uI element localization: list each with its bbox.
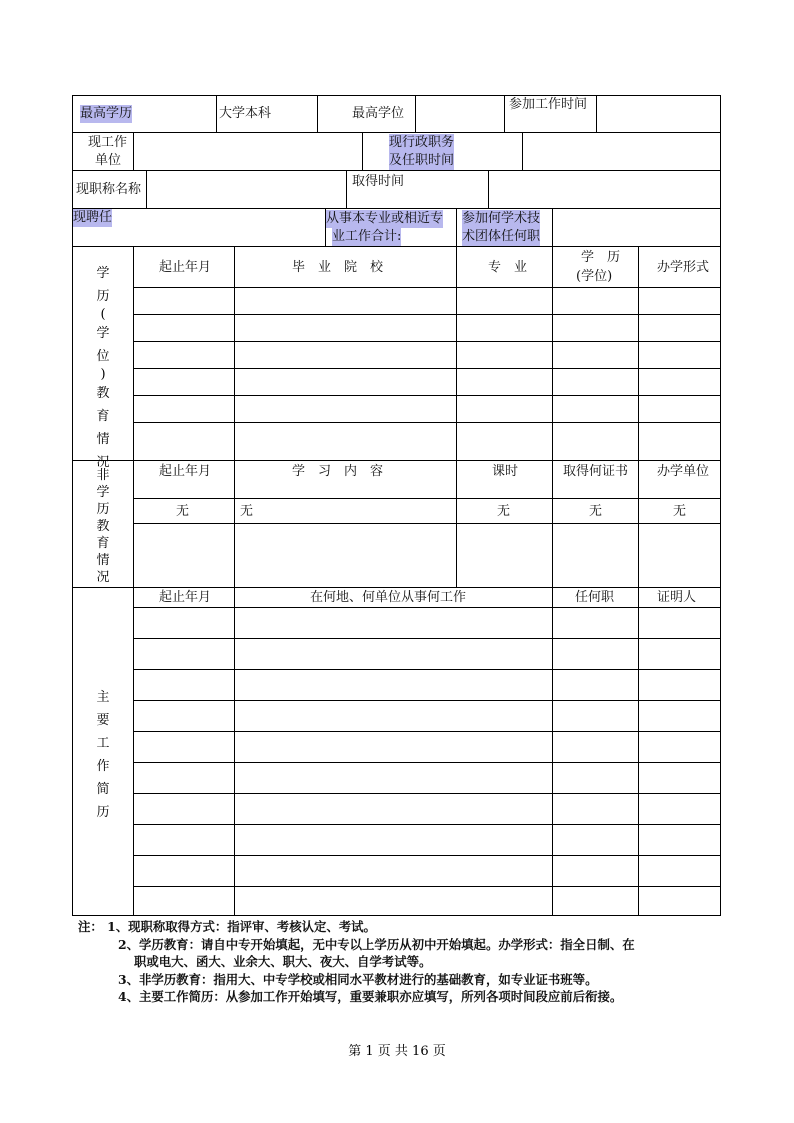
nondegree-hours-header: 课时 <box>492 464 519 479</box>
work-witness-header: 证明人 <box>657 590 697 605</box>
work-position-header: 任何职 <box>575 590 615 605</box>
years-label-line1: 从事本专业或相近专 <box>326 211 444 226</box>
society-label-line2: 术团体任何职 <box>462 229 541 244</box>
note-3: 3、非学历教育：指用大、中专学校或相同水平教材进行的基础教育，如专业证书班等。 <box>118 971 598 987</box>
table-border-top <box>72 95 721 96</box>
page-number: 第 1 页 共 16 页 <box>348 1044 446 1059</box>
unit-label-line1: 现工作 <box>88 135 128 150</box>
notes-prefix: 注： <box>78 919 103 934</box>
work-where-header: 在何地、何单位从事何工作 <box>310 590 467 605</box>
edu-period-header: 起止年月 <box>159 260 212 275</box>
nondegree-period-cell[interactable]: 无 <box>176 504 190 519</box>
form-notes <box>78 918 728 1006</box>
education-section-label: 学 历 ( 学 位 ) 教 育 情 况 <box>96 266 110 470</box>
obtained-time-label: 取得时间 <box>352 174 405 189</box>
admin-post-label-line1: 现行政职务 <box>389 135 455 150</box>
work-period-header: 起止年月 <box>159 590 212 605</box>
nondegree-institution-header: 办学单位 <box>657 464 710 479</box>
nondegree-institution-cell[interactable]: 无 <box>673 504 687 519</box>
table-border-bottom <box>72 915 721 916</box>
title-label: 现职称名称 <box>76 182 142 197</box>
nondegree-certificate-header: 取得何证书 <box>563 464 629 479</box>
note-4: 4、主要工作简历：从参加工作开始填写，重要兼职亦应填写，所列各项时间段应前后衔接。 <box>118 989 623 1004</box>
edu-degree-header-line1: 学 历 <box>581 250 621 265</box>
years-label-line2: 业工作合计: <box>332 229 402 244</box>
society-label-line1: 参加何学术技 <box>462 211 541 226</box>
nondegree-section-label: 非 学 历 教 育 情 况 <box>96 468 110 585</box>
hired-label: 现聘任 <box>73 210 113 225</box>
highest-education-value[interactable]: 大学本科 <box>219 106 272 121</box>
work-history-section-label: 主 要 工 作 简 历 <box>96 690 110 820</box>
highest-education-label: 最高学历 <box>80 106 133 121</box>
nondegree-certificate-cell[interactable]: 无 <box>589 504 603 519</box>
nondegree-period-header: 起止年月 <box>159 464 212 479</box>
nondegree-content-header: 学 习 内 容 <box>292 464 384 479</box>
note-2-continued: 职或电大、函大、业余大、职大、夜大、自学考试等。 <box>134 954 432 969</box>
edu-mode-header: 办学形式 <box>657 260 710 275</box>
edu-school-header: 毕 业 院 校 <box>292 260 384 275</box>
table-border-right <box>720 95 721 915</box>
note-2: 2、学历教育：请自中专开始填起，无中专以上学历从初中开始填起。办学形式：指全日制、在 <box>118 936 635 952</box>
nondegree-hours-cell[interactable]: 无 <box>497 504 511 519</box>
admin-post-label-line2: 及任职时间 <box>389 153 455 168</box>
edu-degree-header-line2: (学位) <box>576 269 613 284</box>
unit-label-line2: 单位 <box>95 153 122 168</box>
work-start-label: 参加工作时间 <box>509 97 588 112</box>
highest-degree-label: 最高学位 <box>352 106 405 121</box>
nondegree-content-cell[interactable]: 无 <box>240 504 254 519</box>
note-1: 1、现职称取得方式：指评审、考核认定、考试。 <box>107 919 376 934</box>
edu-major-header: 专 业 <box>488 260 528 275</box>
